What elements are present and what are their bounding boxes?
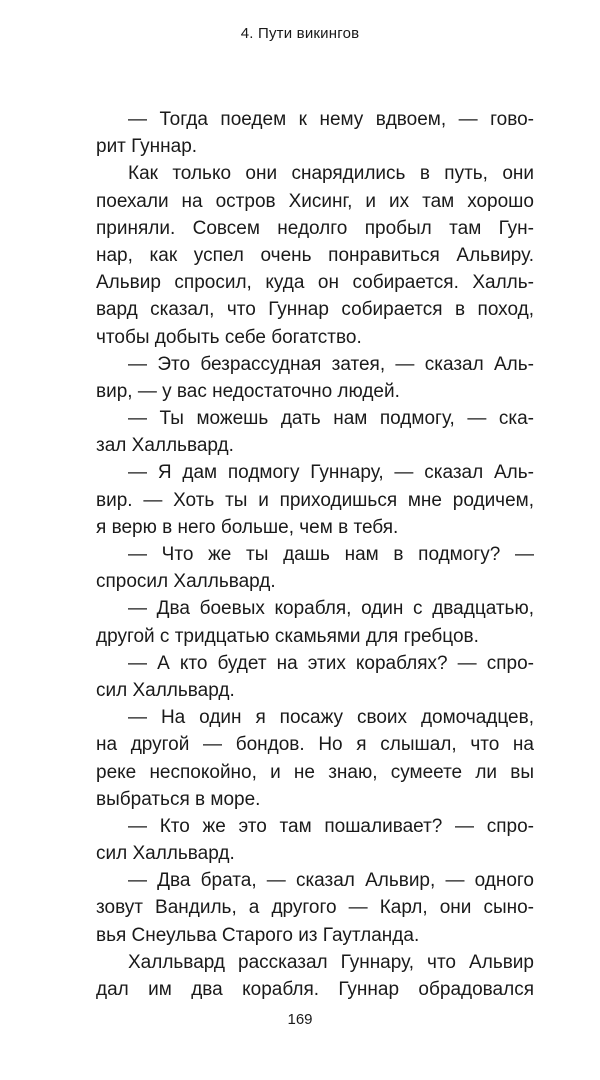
text-line: реке неспокойно, и не знаю, сумеете ли вы: [96, 761, 534, 783]
text-line: — Я дам подмогу Гуннару, — сказал Аль-: [128, 462, 534, 484]
text-line: — Кто же это там пошаливает? — спро-: [128, 815, 534, 837]
running-header: 4. Пути викингов: [240, 25, 360, 42]
text-line: другой с тридцатью скамьями для гребцов.: [96, 625, 479, 647]
text-line: — Два боевых корабля, один с двадцатью,: [128, 598, 534, 620]
text-line: Альвир спросил, куда он собирается. Халль-: [96, 272, 534, 294]
text-line: — Ты можешь дать нам подмогу, — ска-: [128, 408, 534, 430]
text-line: — Что же ты дашь нам в подмогу? —: [128, 544, 534, 565]
text-line: — Тогда поедем к нему вдвоем, — гово-: [128, 109, 534, 130]
text-line: поехали на остров Хисинг, и их там хорошо: [96, 190, 534, 212]
text-line: дал им два корабля. Гуннар обрадовался: [96, 979, 534, 1000]
text-line: зал Халльвард.: [96, 435, 234, 457]
page-number: 169: [287, 1011, 313, 1028]
text-line: сил Халльвард.: [96, 679, 235, 701]
text-line: Халльвард рассказал Гуннару, что Альвир: [128, 951, 534, 973]
text-line: — Это безрассудная затея, — сказал Аль-: [128, 353, 534, 375]
text-line: — Два брата, — сказал Альвир, — одного: [128, 870, 534, 892]
text-line: рит Гуннар.: [96, 136, 198, 158]
text-line: вир. — Хоть ты и приходишься мне родичем,: [96, 489, 534, 511]
text-line: выбраться в море.: [96, 788, 261, 810]
text-line: — А кто будет на этих кораблях? — спро-: [128, 652, 534, 674]
text-line: чтобы добыть себе богатство.: [96, 326, 362, 348]
text-line: сил Халльвард.: [96, 843, 235, 865]
text-line: — На один я посажу своих домочадцев,: [128, 707, 534, 729]
text-line: спросил Халльвард.: [96, 571, 276, 593]
text-line: на другой — бондов. Но я слышал, что на: [96, 734, 534, 756]
text-line: вир, — у вас недостаточно людей.: [96, 380, 400, 402]
text-line: нар, как успел очень понравиться Альвиру.: [96, 244, 534, 266]
text-line: приняли. Совсем недолго пробыл там Гун-: [96, 217, 534, 239]
body-text: [96, 106, 534, 1003]
text-line: зовут Вандиль, а другого — Карл, они сыно-: [96, 897, 534, 919]
text-line: вард сказал, что Гуннар собирается в поход,: [96, 299, 534, 321]
text-line: я верю в него больше, чем в тебя.: [96, 516, 399, 538]
text-line: Как только они снарядились в путь, они: [128, 163, 534, 185]
text-line: вья Снеульва Старого из Гаутланда.: [96, 924, 420, 946]
